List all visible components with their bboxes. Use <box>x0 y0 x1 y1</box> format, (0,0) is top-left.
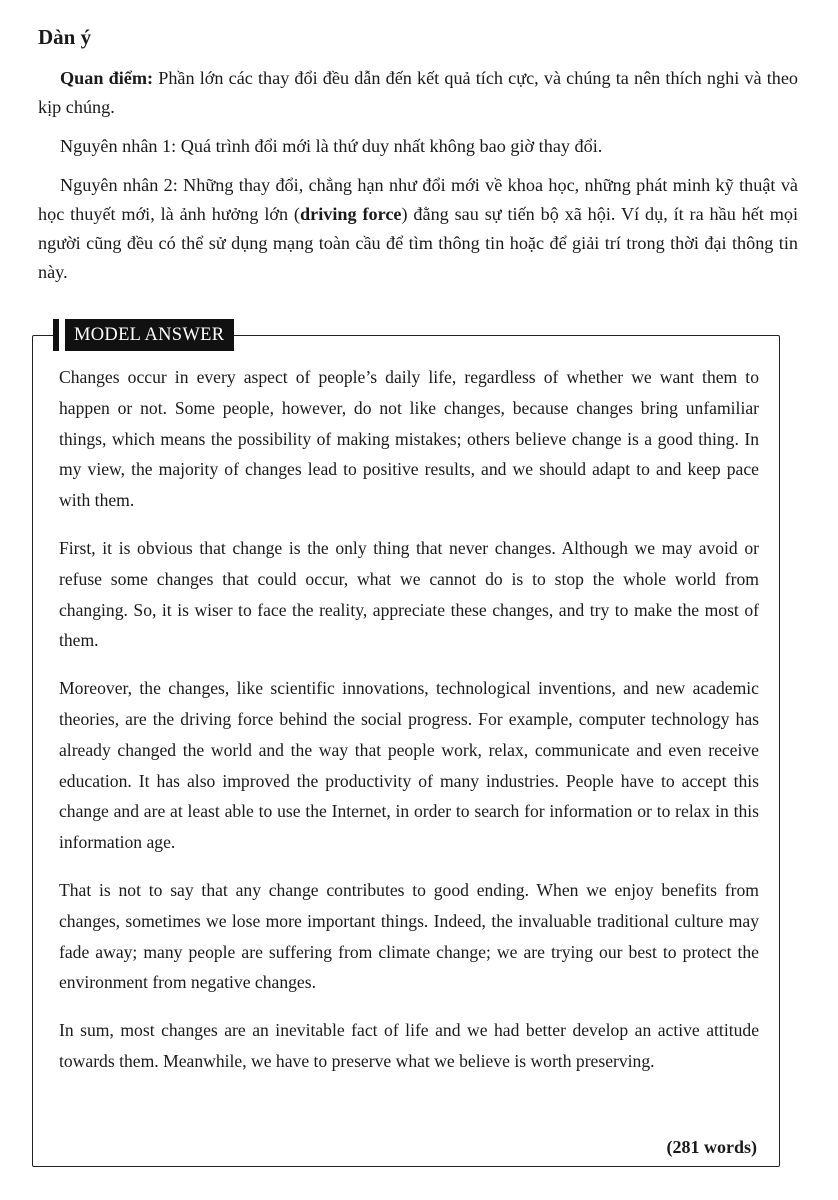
outline-reason-2 <box>38 171 798 287</box>
viewpoint-text: Phần lớn các thay đổi đều dẫn đến kết quả tích cực, và chúng ta nên thích nghi và theo kịp chúng. <box>38 68 799 117</box>
viewpoint-label: Quan điểm: <box>60 68 154 88</box>
reason-2-label: Nguyên nhân 2: <box>60 175 178 195</box>
outline-section <box>38 24 798 297</box>
model-answer-label: MODEL ANSWER <box>59 319 234 351</box>
reason-2-text-a: Những thay đổi, chẳng hạn như đổi mới về khoa học, những phát minh kỹ thuật và học thuyết mới, là ảnh hưởng lớn ( <box>38 175 798 224</box>
model-answer-box <box>32 325 780 1167</box>
reason-2-text-b: ) đằng sau sự tiến bộ xã hội. Ví dụ, ít ra hầu hết mọi người cũng đều có thể sử dụng mạng toàn cầu để tìm thông tin hoặc để giải trí trong thời đại thông tin này. <box>38 204 798 282</box>
answer-paragraph-first: First, it is obvious that change is the only thing that never changes. Although we may avoid or refuse some changes that could occur, what we cannot do is to stop the whole world from changing. So, it is wiser to face the reality, appreciate these changes, and try to make the most of them. <box>59 537 759 651</box>
answer-paragraph-moreover: Moreover, the changes, like scientific innovations, technological inventions, and new academic theories, are the driving force behind the social progress. For example, computer technology has already changed the world and the way that people work, relax, communicate and even receive education. It has also improved the productivity of many industries. People have to accept this change and are at least able to use the Internet, in order to search for information or to relax in this information age. <box>59 678 759 853</box>
reason-2-term: driving force <box>300 204 402 224</box>
outline-title: Dàn ý <box>38 25 92 49</box>
outline-viewpoint <box>38 64 798 122</box>
word-count: (281 words) <box>666 1137 757 1157</box>
answer-paragraph-intro: Changes occur in every aspect of people’s daily life, regardless of whether we want them to happen or not. Some people, however, do not like changes, because changes bring unfamiliar things, which means the possibility of making mistakes; others believe change is a good thing. In my view, the majority of changes lead to positive results, and we should adapt to and keep pace with them. <box>59 367 759 511</box>
reason-1-label: Nguyên nhân 1: <box>60 136 177 156</box>
model-answer-body <box>59 362 759 1094</box>
answer-paragraph-conclusion: In sum, most changes are an inevitable fact of life and we had better develop an active attitude towards them. Meanwhile, we have to preserve what we believe is worth preserving. <box>59 1020 759 1071</box>
answer-paragraph-counterpoint: That is not to say that any change contributes to good ending. When we enjoy benefits from changes, sometimes we lose more important things. Indeed, the invaluable traditional culture may fade away; many people are suffering from climate change; we are trying our best to protect the environment from negative changes. <box>59 879 759 993</box>
outline-reason-1 <box>38 132 798 161</box>
reason-1-text: Quá trình đổi mới là thứ duy nhất không bao giờ thay đổi. <box>176 136 603 156</box>
